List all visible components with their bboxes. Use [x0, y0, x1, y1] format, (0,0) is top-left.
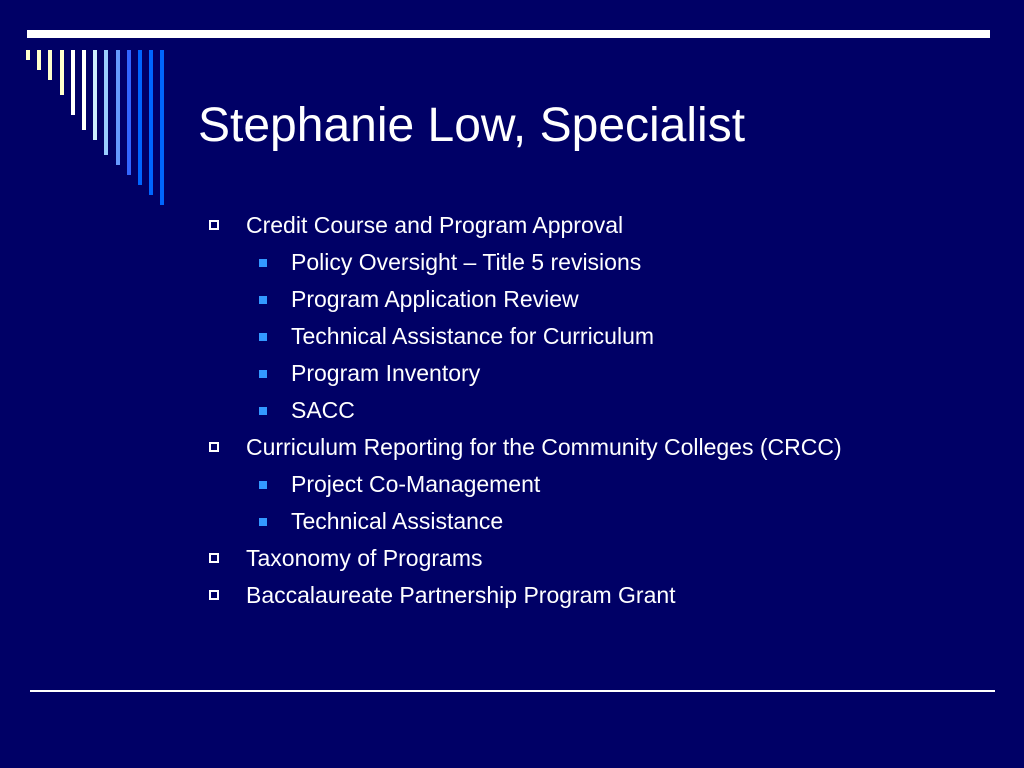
decorative-bar: [60, 50, 64, 95]
filled-square-bullet-icon: [259, 370, 267, 378]
bullet-text: Project Co-Management: [291, 471, 541, 497]
decorative-bar: [37, 50, 41, 70]
decorative-bar: [138, 50, 142, 185]
bullet-item: [205, 582, 845, 609]
bullet-text: Taxonomy of Programs: [246, 545, 483, 571]
bottom-rule: [30, 690, 995, 692]
bullet-item: [205, 434, 845, 461]
bullet-text: SACC: [291, 397, 355, 423]
bullet-text: Policy Oversight – Title 5 revisions: [291, 249, 642, 275]
hollow-square-bullet-icon: [209, 590, 219, 600]
filled-square-bullet-icon: [259, 407, 267, 415]
decorative-bar: [48, 50, 52, 80]
hollow-square-bullet-icon: [209, 220, 219, 230]
decorative-bar: [26, 50, 30, 60]
filled-square-bullet-icon: [259, 333, 267, 341]
sub-bullet-item: [205, 508, 845, 535]
decorative-bar: [93, 50, 97, 140]
hollow-square-bullet-icon: [209, 442, 219, 452]
filled-square-bullet-icon: [259, 296, 267, 304]
slide-title: Stephanie Low, Specialist: [198, 99, 746, 152]
sub-bullet-item: [205, 323, 845, 350]
filled-square-bullet-icon: [259, 259, 267, 267]
filled-square-bullet-icon: [259, 481, 267, 489]
decorative-bar: [104, 50, 108, 155]
sub-bullet-item: [205, 249, 845, 276]
bullet-item: [205, 212, 845, 239]
sub-bullet-item: [205, 286, 845, 313]
decorative-bar: [71, 50, 75, 115]
bullet-text: Baccalaureate Partnership Program Grant: [246, 582, 676, 608]
bullet-item: [205, 545, 845, 572]
bullet-text: Curriculum Reporting for the Community Colleges (CRCC): [246, 434, 842, 460]
bullet-text: Technical Assistance for Curriculum: [291, 323, 655, 349]
decorative-bar: [149, 50, 153, 195]
sub-bullet-item: [205, 397, 845, 424]
decorative-bar: [82, 50, 86, 130]
decorative-bar: [127, 50, 131, 175]
hollow-square-bullet-icon: [209, 553, 219, 563]
vertical-bars-decoration: [0, 0, 180, 220]
sub-bullet-item: [205, 360, 845, 387]
bullet-text: Program Inventory: [291, 360, 481, 386]
sub-bullet-item: [205, 471, 845, 498]
bullet-text: Program Application Review: [291, 286, 579, 312]
filled-square-bullet-icon: [259, 518, 267, 526]
bullet-text: Technical Assistance: [291, 508, 504, 534]
bullet-text: Credit Course and Program Approval: [246, 212, 624, 238]
bullet-list: [205, 212, 845, 619]
decorative-bar: [116, 50, 120, 165]
decorative-bar: [160, 50, 164, 205]
